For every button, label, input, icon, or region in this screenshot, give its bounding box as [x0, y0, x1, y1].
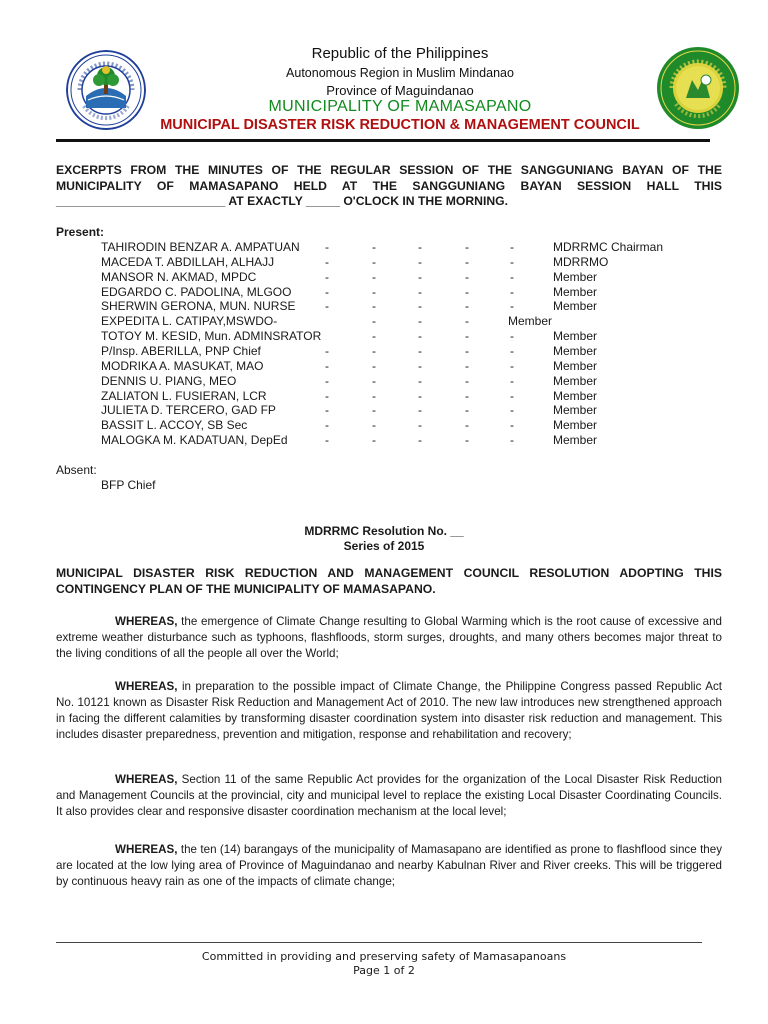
separator-dash: - — [465, 388, 469, 403]
separator-dash: - — [325, 240, 329, 254]
separator-dash: - — [465, 418, 469, 433]
member-name: MACEDA T. ABDILLAH, ALHAJJ — [101, 254, 275, 269]
separator-dash: - — [418, 329, 422, 344]
separator-dash: - — [465, 433, 469, 448]
separator-dash: - — [325, 403, 329, 418]
whereas-lead: WHEREAS, — [115, 773, 178, 786]
whereas-lead: WHEREAS, — [115, 843, 178, 856]
separator-dash: - — [418, 373, 422, 388]
separator-dash: - — [325, 433, 329, 448]
separator-dash: - — [418, 284, 422, 299]
member-name: JULIETA D. TERCERO, GAD FP — [101, 403, 276, 418]
separator-dash: - — [465, 269, 469, 284]
attendance-row — [0, 389, 768, 404]
minutes-excerpt: EXCERPTS FROM THE MINUTES OF THE REGULAR SESSION OF THE SANGGUNIANG BAYAN OF THE MUNICIPALITY OF MAMASAPANO HELD AT THE SANGGUNIANG BAYAN SESSION HALL THIS _________________________ AT EXACTLY _____ O'CLOCK IN THE MORNING. — [56, 163, 722, 208]
whereas-paragraph — [56, 842, 722, 890]
member-role: Member — [553, 388, 598, 403]
absent-item: BFP Chief — [101, 478, 156, 492]
member-name: P/Insp. ABERILLA, PNP Chief — [101, 343, 261, 358]
separator-dash: - — [510, 418, 514, 433]
separator-dash: - — [325, 254, 329, 269]
separator-dash: - — [372, 373, 376, 388]
separator-dash: - — [325, 388, 329, 403]
member-name: DENNIS U. PIANG, MEO — [101, 373, 237, 388]
separator-dash: - — [465, 299, 469, 314]
separator-dash: - — [418, 299, 422, 314]
whereas-text: Section 11 of the same Republic Act provides for the organization of the Local Disaster Risk Reduction and Management Councils at the provincial, city and municipal level to replace the existing Local Disaster Coordinating Councils. It also provides clear and responsive disaster coordination mechanism at the local level; — [56, 773, 722, 818]
member-role: Member — [553, 343, 598, 358]
member-name: MANSOR N. AKMAD, MPDC — [101, 269, 257, 284]
separator-dash: - — [372, 343, 376, 358]
separator-dash: - — [372, 284, 376, 299]
separator-dash: - — [510, 403, 514, 418]
footer-page-number: Page 1 of 2 — [353, 964, 415, 977]
attendance-row — [0, 314, 768, 329]
header-province: Province of Maguindanao — [326, 83, 474, 98]
separator-dash: - — [325, 373, 329, 388]
attendance-row — [0, 359, 768, 374]
municipal-seal-icon — [66, 50, 146, 130]
separator-dash: - — [372, 403, 376, 418]
separator-dash: - — [465, 254, 469, 269]
separator-dash: - — [372, 269, 376, 284]
separator-dash: - — [510, 343, 514, 358]
separator-dash: - — [418, 314, 422, 329]
armm-seal-icon — [656, 46, 740, 130]
separator-dash: - — [372, 433, 376, 448]
attendance-row — [0, 270, 768, 285]
separator-dash: - — [325, 299, 329, 314]
separator-dash: - — [325, 269, 329, 284]
separator-dash: - — [372, 240, 376, 254]
separator-dash: - — [465, 314, 469, 329]
separator-dash: - — [510, 433, 514, 448]
separator-dash: - — [465, 373, 469, 388]
member-role: Member — [553, 433, 598, 448]
member-role: Member — [553, 299, 598, 314]
absent-label: Absent: — [56, 463, 97, 477]
attendance-row — [0, 418, 768, 433]
separator-dash: - — [510, 388, 514, 403]
whereas-text: in preparation to the possible impact of Climate Change, the Philippine Congress passed Republic Act No. 10121 known as Disaster Risk Reduction and Management Act of 2010. The new law introduces new strengthened approach in facing the different calamities by transforming disaster coordination system into disaster risk reduction and management. This includes disaster preparedness, prevention and mitigation, response and rehabilitation and recovery; — [56, 680, 722, 741]
member-name: TOTOY M. KESID, Mun. ADMINSRATOR — [101, 329, 322, 344]
attendance-row — [0, 329, 768, 344]
attendance-row — [0, 299, 768, 314]
separator-dash: - — [372, 329, 376, 344]
whereas-text: the ten (14) barangays of the municipality of Mamasapano are identified as prone to flashflood since they are located at the low lying area of Province of Maguindanao and nearby Kabulnan River and River creeks. This will be triggered by continuous heavy rain as one of the impacts of climate change; — [56, 843, 722, 888]
separator-dash: - — [510, 240, 514, 254]
separator-dash: - — [465, 329, 469, 344]
separator-dash: - — [418, 269, 422, 284]
footer-motto: Committed in providing and preserving safety of Mamasapanoans — [201, 950, 567, 963]
separator-dash: - — [465, 403, 469, 418]
separator-dash: - — [372, 314, 376, 329]
separator-dash: - — [465, 240, 469, 254]
whereas-paragraph — [56, 679, 722, 743]
separator-dash: - — [465, 358, 469, 373]
separator-dash: - — [465, 284, 469, 299]
separator-dash: - — [418, 433, 422, 448]
present-label: Present: — [56, 225, 105, 239]
whereas-lead: WHEREAS, — [115, 680, 178, 693]
member-role: Member — [553, 329, 598, 344]
separator-dash: - — [418, 358, 422, 373]
whereas-paragraph — [56, 614, 722, 662]
member-role: Member — [553, 373, 598, 388]
separator-dash: - — [418, 388, 422, 403]
resolution-number: MDRRMC Resolution No. __ — [304, 524, 464, 538]
attendance-row — [0, 374, 768, 389]
separator-dash: - — [418, 240, 422, 254]
separator-dash: - — [510, 269, 514, 284]
separator-dash: - — [510, 329, 514, 344]
attendance-row — [0, 285, 768, 300]
member-role: MDRRMC Chairman — [553, 240, 664, 254]
member-role: Member — [553, 418, 598, 433]
separator-dash: - — [372, 299, 376, 314]
header-council: MUNICIPAL DISASTER RISK REDUCTION & MANAGEMENT COUNCIL — [160, 117, 640, 133]
member-name: MODRIKA A. MASUKAT, MAO — [101, 358, 264, 373]
separator-dash: - — [510, 299, 514, 314]
member-name: SHERWIN GERONA, MUN. NURSE — [101, 299, 296, 314]
member-name: EDGARDO C. PADOLINA, MLGOO — [101, 284, 292, 299]
separator-dash: - — [325, 343, 329, 358]
separator-dash: - — [510, 358, 514, 373]
attendance-row — [0, 433, 768, 448]
resolution-series: Series of 2015 — [343, 539, 425, 553]
whereas-text: the emergence of Climate Change resulting to Global Warming which is the root cause of excessive and extreme weather disturbance such as typhoons, flashfloods, storm surges, droughts, and many others becomes major threat to the living conditions of all the people all over the World; — [56, 615, 722, 660]
separator-dash: - — [372, 358, 376, 373]
member-name: MALOGKA M. KADATUAN, DepEd — [101, 433, 288, 448]
separator-dash: - — [325, 418, 329, 433]
attendance-row — [0, 344, 768, 359]
header-municipality: MUNICIPALITY OF MAMASAPANO — [268, 98, 532, 115]
separator-dash: - — [465, 343, 469, 358]
separator-dash: - — [510, 373, 514, 388]
member-role: Member — [553, 269, 598, 284]
separator-dash: - — [418, 343, 422, 358]
separator-dash: - — [372, 254, 376, 269]
separator-dash: - — [510, 254, 514, 269]
separator-dash: - — [325, 284, 329, 299]
member-name: ZALIATON L. FUSIERAN, LCR — [101, 388, 267, 403]
member-role: Member — [508, 314, 553, 329]
whereas-lead: WHEREAS, — [115, 615, 178, 628]
member-role: MDRRMO — [553, 254, 609, 269]
separator-dash: - — [325, 358, 329, 373]
separator-dash: - — [418, 254, 422, 269]
member-role: Member — [553, 358, 598, 373]
separator-dash: - — [418, 403, 422, 418]
member-role: Member — [553, 403, 598, 418]
member-name: EXPEDITA L. CATIPAY,MSWDO- — [101, 314, 278, 329]
header-region: Autonomous Region in Muslim Mindanao — [286, 66, 514, 80]
attendance-row — [0, 240, 768, 255]
footer-divider — [56, 942, 702, 943]
header-republic: Republic of the Philippines — [311, 45, 489, 62]
attendance-row — [0, 403, 768, 418]
member-name: BASSIT L. ACCOY, SB Sec — [101, 418, 248, 433]
header-divider — [56, 139, 710, 142]
attendance-row — [0, 255, 768, 270]
whereas-paragraph — [56, 772, 722, 820]
separator-dash: - — [510, 284, 514, 299]
member-role: Member — [553, 284, 598, 299]
resolution-title: MUNICIPAL DISASTER RISK REDUCTION AND MANAGEMENT COUNCIL RESOLUTION ADOPTING THIS CONTINGENCY PLAN OF THE MUNICIPALITY OF MAMASAPANO. — [56, 566, 722, 596]
separator-dash: - — [372, 418, 376, 433]
separator-dash: - — [418, 418, 422, 433]
separator-dash: - — [372, 388, 376, 403]
member-name: TAHIRODIN BENZAR A. AMPATUAN — [101, 240, 300, 254]
